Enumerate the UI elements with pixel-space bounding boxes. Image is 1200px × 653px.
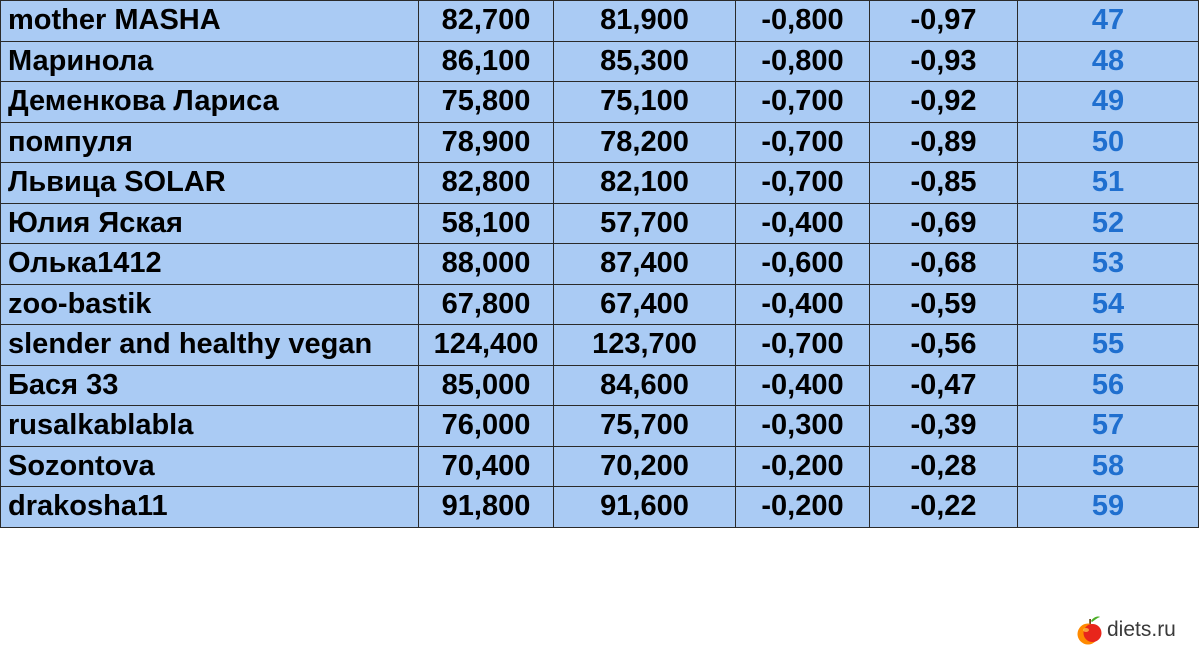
cell-percent: -0,92 <box>870 82 1018 123</box>
cell-name: Маринола <box>1 41 419 82</box>
cell-name: Sozontova <box>1 446 419 487</box>
cell-start-weight: 91,800 <box>419 487 554 528</box>
table-row <box>1 365 1199 406</box>
cell-current-weight: 123,700 <box>554 325 736 366</box>
cell-start-weight: 75,800 <box>419 82 554 123</box>
table-row <box>1 446 1199 487</box>
cell-rank: 55 <box>1018 325 1199 366</box>
cell-name: Деменкова Лариса <box>1 82 419 123</box>
cell-difference: -0,400 <box>736 203 870 244</box>
cell-rank: 59 <box>1018 487 1199 528</box>
cell-rank: 48 <box>1018 41 1199 82</box>
table-row <box>1 325 1199 366</box>
cell-difference: -0,700 <box>736 163 870 204</box>
cell-current-weight: 85,300 <box>554 41 736 82</box>
cell-name: Олька1412 <box>1 244 419 285</box>
cell-difference: -0,700 <box>736 82 870 123</box>
cell-current-weight: 67,400 <box>554 284 736 325</box>
cell-current-weight: 70,200 <box>554 446 736 487</box>
cell-current-weight: 75,100 <box>554 82 736 123</box>
cell-percent: -0,56 <box>870 325 1018 366</box>
cell-difference: -0,800 <box>736 41 870 82</box>
cell-start-weight: 85,000 <box>419 365 554 406</box>
cell-difference: -0,200 <box>736 487 870 528</box>
cell-start-weight: 70,400 <box>419 446 554 487</box>
table-row <box>1 41 1199 82</box>
cell-name: Юлия Яская <box>1 203 419 244</box>
cell-current-weight: 84,600 <box>554 365 736 406</box>
cell-rank: 47 <box>1018 1 1199 42</box>
cell-start-weight: 78,900 <box>419 122 554 163</box>
cell-rank: 54 <box>1018 284 1199 325</box>
cell-current-weight: 78,200 <box>554 122 736 163</box>
cell-current-weight: 87,400 <box>554 244 736 285</box>
cell-difference: -0,700 <box>736 122 870 163</box>
cell-start-weight: 88,000 <box>419 244 554 285</box>
cell-difference: -0,600 <box>736 244 870 285</box>
table-row <box>1 82 1199 123</box>
cell-percent: -0,69 <box>870 203 1018 244</box>
table-row <box>1 203 1199 244</box>
cell-percent: -0,22 <box>870 487 1018 528</box>
cell-rank: 52 <box>1018 203 1199 244</box>
cell-name: rusalkablabla <box>1 406 419 447</box>
watermark-text: diets.ru <box>1107 618 1176 641</box>
cell-percent: -0,68 <box>870 244 1018 285</box>
cell-current-weight: 91,600 <box>554 487 736 528</box>
cell-current-weight: 82,100 <box>554 163 736 204</box>
cell-current-weight: 75,700 <box>554 406 736 447</box>
cell-start-weight: 76,000 <box>419 406 554 447</box>
cell-percent: -0,39 <box>870 406 1018 447</box>
cell-rank: 51 <box>1018 163 1199 204</box>
cell-difference: -0,300 <box>736 406 870 447</box>
cell-start-weight: 124,400 <box>419 325 554 366</box>
cell-name: Львица SOLAR <box>1 163 419 204</box>
cell-percent: -0,47 <box>870 365 1018 406</box>
table-row <box>1 244 1199 285</box>
cell-percent: -0,85 <box>870 163 1018 204</box>
cell-name: zoo-bastik <box>1 284 419 325</box>
cell-name: Бася 33 <box>1 365 419 406</box>
table-row <box>1 163 1199 204</box>
cell-rank: 49 <box>1018 82 1199 123</box>
table-row <box>1 122 1199 163</box>
cell-name: помпуля <box>1 122 419 163</box>
cell-name: slender and healthy vegan <box>1 325 419 366</box>
cell-percent: -0,93 <box>870 41 1018 82</box>
cell-rank: 58 <box>1018 446 1199 487</box>
cell-start-weight: 86,100 <box>419 41 554 82</box>
cell-percent: -0,89 <box>870 122 1018 163</box>
cell-rank: 50 <box>1018 122 1199 163</box>
fruit-logo-icon <box>1076 614 1104 646</box>
cell-percent: -0,97 <box>870 1 1018 42</box>
table-row <box>1 406 1199 447</box>
table-body <box>1 1 1199 528</box>
cell-rank: 57 <box>1018 406 1199 447</box>
cell-current-weight: 57,700 <box>554 203 736 244</box>
cell-percent: -0,28 <box>870 446 1018 487</box>
table-row <box>1 487 1199 528</box>
cell-start-weight: 58,100 <box>419 203 554 244</box>
cell-start-weight: 67,800 <box>419 284 554 325</box>
cell-current-weight: 81,900 <box>554 1 736 42</box>
cell-start-weight: 82,800 <box>419 163 554 204</box>
cell-name: drakosha11 <box>1 487 419 528</box>
cell-difference: -0,800 <box>736 1 870 42</box>
cell-difference: -0,400 <box>736 365 870 406</box>
cell-difference: -0,700 <box>736 325 870 366</box>
diets-ru-logo <box>1076 612 1176 648</box>
cell-rank: 56 <box>1018 365 1199 406</box>
cell-difference: -0,200 <box>736 446 870 487</box>
cell-name: mother MASHA <box>1 1 419 42</box>
cell-start-weight: 82,700 <box>419 1 554 42</box>
table-row <box>1 284 1199 325</box>
cell-difference: -0,400 <box>736 284 870 325</box>
table-row <box>1 1 1199 42</box>
cell-rank: 53 <box>1018 244 1199 285</box>
cell-percent: -0,59 <box>870 284 1018 325</box>
